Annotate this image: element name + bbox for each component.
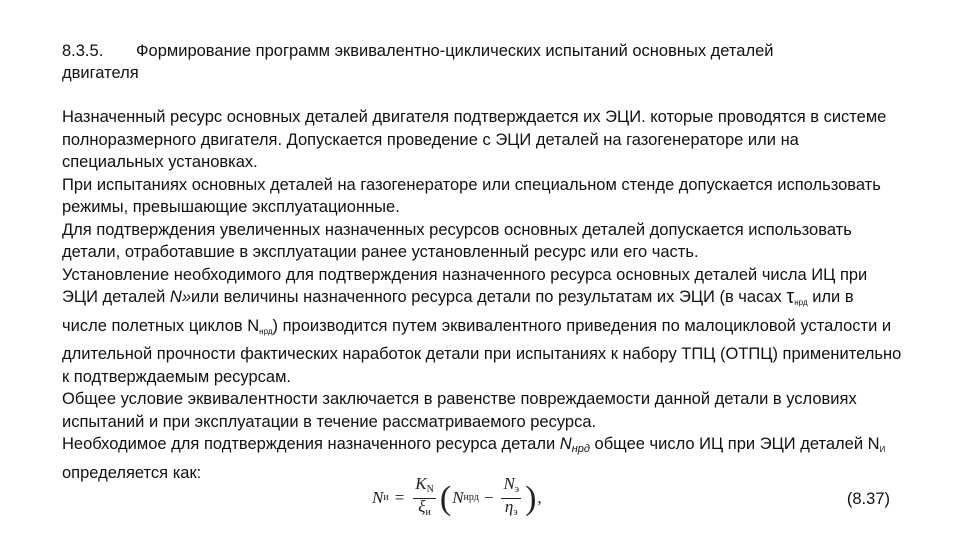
fraction-2-denominator: η <box>504 497 514 516</box>
document-body <box>62 106 902 524</box>
formula-comma: , <box>537 488 542 508</box>
section-title-line2: двигателя <box>62 64 139 82</box>
symbol-n-subscript: нрд <box>259 326 273 336</box>
equation-number: (8.37) <box>846 490 890 508</box>
paragraph-6-part-b: общее число ИЦ при ЭЦИ деталей N <box>589 435 880 453</box>
left-paren: ( <box>439 479 452 517</box>
symbol-n: N» <box>169 288 192 306</box>
section-heading <box>62 40 902 84</box>
formula-inner-n: N <box>452 488 464 508</box>
paragraph-4-part-b: или величины назначенного ресурса детали по результатам их ЭЦИ (в часах <box>191 288 787 306</box>
section-number: 8.3.5. <box>62 42 104 60</box>
formula-row <box>62 474 902 524</box>
paragraph-3: Для подтверждения увеличенных назначенных ресурсов основных деталей допускается использовать детали, отработавшие в эксплуатации ранее установленный ресурс или его часть. <box>62 220 852 261</box>
paragraph-2: При испытаниях основных деталей на газогенераторе или специальном стенде допускается использовать режимы, превышающие эксплуатационные. <box>62 175 881 216</box>
formula-equals: = <box>394 488 405 508</box>
right-paren: ) <box>525 479 537 517</box>
paragraph-1: Назначенный ресурс основных деталей двигателя подтверждается их ЭЦИ. которые проводятся в системе полноразмерного двигателя. Допускается проведение с ЭЦИ деталей на газогенераторе или на специальных установках. <box>62 108 887 171</box>
paragraph-6-part-a: Необходимое для подтверждения назначенного ресурса детали <box>62 435 560 453</box>
equation-8-37 <box>372 476 542 521</box>
fraction-2-denominator-subscript: э <box>513 507 518 518</box>
paragraph-4-part-a: Установление необходимого для подтверждения назначенного ресурса основных деталей числа ИЦ при ЭЦИ деталей <box>62 265 868 306</box>
fraction-1-numerator: K <box>415 474 427 493</box>
fraction-1-numerator-subscript: N <box>426 484 434 495</box>
formula-inner-n-subscript: нрд <box>463 492 479 504</box>
formula-minus: − <box>483 488 494 508</box>
formula-fraction-1 <box>413 476 436 521</box>
document-page <box>62 40 902 524</box>
fraction-2-numerator-subscript: э <box>514 484 520 495</box>
fraction-1-denominator: ξ <box>418 497 426 516</box>
paragraph-4-part-d: ) производится путем эквивалентного приведения по малоцикловой усталости и длительной прочности фактических наработок детали при испытаниях к набору ТПЦ (ОТПЦ) применительно к подтверждаемым ресурсам. <box>62 316 902 386</box>
formula-fraction-2 <box>501 476 521 521</box>
paragraph-4-part-c: или в числе полетных циклов N <box>62 288 854 335</box>
section-title-line1: Формирование программ эквивалентно-циклических испытаний основных деталей <box>136 42 774 60</box>
fraction-2-numerator: N <box>503 474 515 493</box>
symbol-tau: τ <box>786 286 795 308</box>
symbol-tau-subscript: нрд <box>794 298 808 307</box>
symbol-n-i-subscript: И <box>879 445 886 454</box>
fraction-1-denominator-subscript: и <box>425 507 431 518</box>
formula-lhs-subscript: и <box>383 492 389 504</box>
paragraph-4 <box>62 264 902 389</box>
formula-lhs: N <box>372 488 384 508</box>
paragraph-6-part-d: определяется как: <box>62 463 202 482</box>
symbol-n-nrd-subscript: нрд <box>571 443 590 455</box>
paragraph-5: Общее условие эквивалентности заключается в равенстве повреждаемости данной детали в условиях испытаний и при эксплуатации в течение рассматриваемого ресурса. <box>62 390 857 431</box>
symbol-n-nrd: N <box>559 435 572 453</box>
